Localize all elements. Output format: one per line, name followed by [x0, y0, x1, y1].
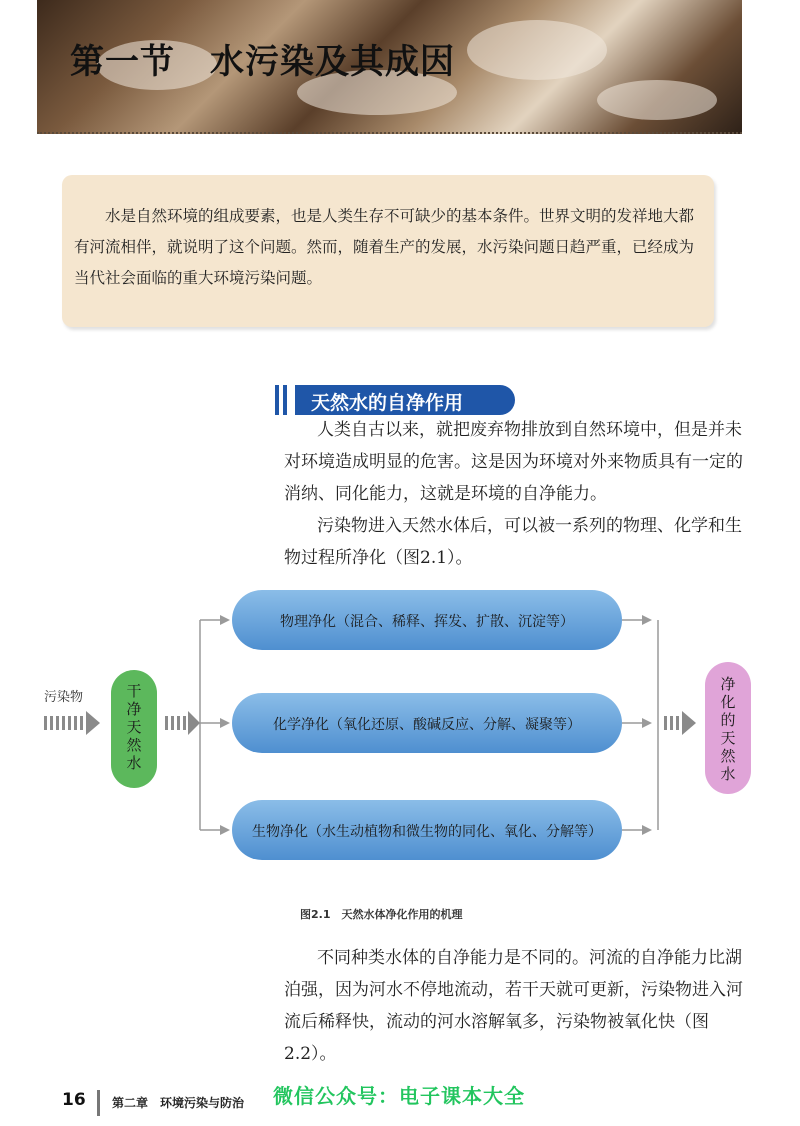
page-number: 16 [62, 1090, 86, 1110]
paragraph-2: 污染物进入天然水体后，可以被一系列的物理、化学和生物过程所净化（图2.1）。 [284, 516, 742, 568]
end-node-char: 水 [720, 765, 736, 783]
paragraph-3: 不同种类水体的自净能力是不同的。河流的自净能力比湖泊强，因为河水不停地流动，若干天就可更新，污染物进入河流后稀释快，流动的河水溶解氧多，污染物被氧化快（图2.2）。 [284, 948, 743, 1064]
subheading-text: 天然水的自净作用 [311, 392, 464, 414]
end-node-char: 的 [720, 711, 736, 729]
start-node-char: 天 [126, 718, 142, 736]
input-arrow [44, 711, 100, 735]
watermark: 微信公众号：电子课本大全 [273, 1084, 525, 1108]
output-arrow [664, 711, 696, 735]
water-foam [467, 20, 607, 80]
input-label: 污染物 [44, 690, 84, 705]
figure-caption: 图2.1 天然水体净化作用的机理 [300, 908, 463, 921]
arrow-head [220, 615, 230, 625]
start-node-char: 净 [126, 700, 142, 718]
chapter-label: 第二章 环境污染与防治 [112, 1096, 245, 1110]
process-physical-label: 物理净化（混合、稀释、挥发、扩散、沉淀等） [280, 614, 574, 630]
arrow-head [642, 825, 652, 835]
header-dotted-divider [37, 132, 742, 134]
start-node-char: 水 [126, 754, 142, 772]
mid-arrow [165, 711, 200, 735]
paragraph-1: 人类自古以来，就把废弃物排放到自然环境中，但是并未对环境造成明显的危害。这是因为环境对外来物质具有一定的消纳、同化能力，这就是环境的自净能力。 [284, 420, 743, 504]
arrow-head [220, 825, 230, 835]
water-foam [597, 80, 717, 120]
subheading-bars [275, 385, 291, 415]
arrow-head [642, 718, 652, 728]
end-node-char: 净 [720, 675, 736, 693]
end-node-char: 化 [720, 693, 736, 711]
footer-divider [97, 1090, 100, 1116]
section-title: 第一节 水污染及其成因 [70, 42, 455, 82]
start-node-char: 然 [126, 736, 142, 754]
intro-text: 水是自然环境的组成要素，也是人类生存不可缺少的基本条件。世界文明的发祥地大都有河流相伴，就说明了这个问题。然而，随着生产的发展，水污染问题日趋严重，已经成为当代社会面临的重大环境污染问题。 [74, 207, 695, 287]
purification-diagram [0, 580, 800, 880]
arrow-head [220, 718, 230, 728]
process-biological-label: 生物净化（水生动植物和微生物的同化、氧化、分解等） [252, 824, 602, 840]
end-node-char: 然 [720, 747, 736, 765]
start-node-char: 干 [126, 682, 142, 700]
arrow-head [642, 615, 652, 625]
end-node-char: 天 [720, 729, 736, 747]
subheading [275, 385, 525, 415]
process-chemical-label: 化学净化（氧化还原、酸碱反应、分解、凝聚等） [273, 717, 581, 733]
